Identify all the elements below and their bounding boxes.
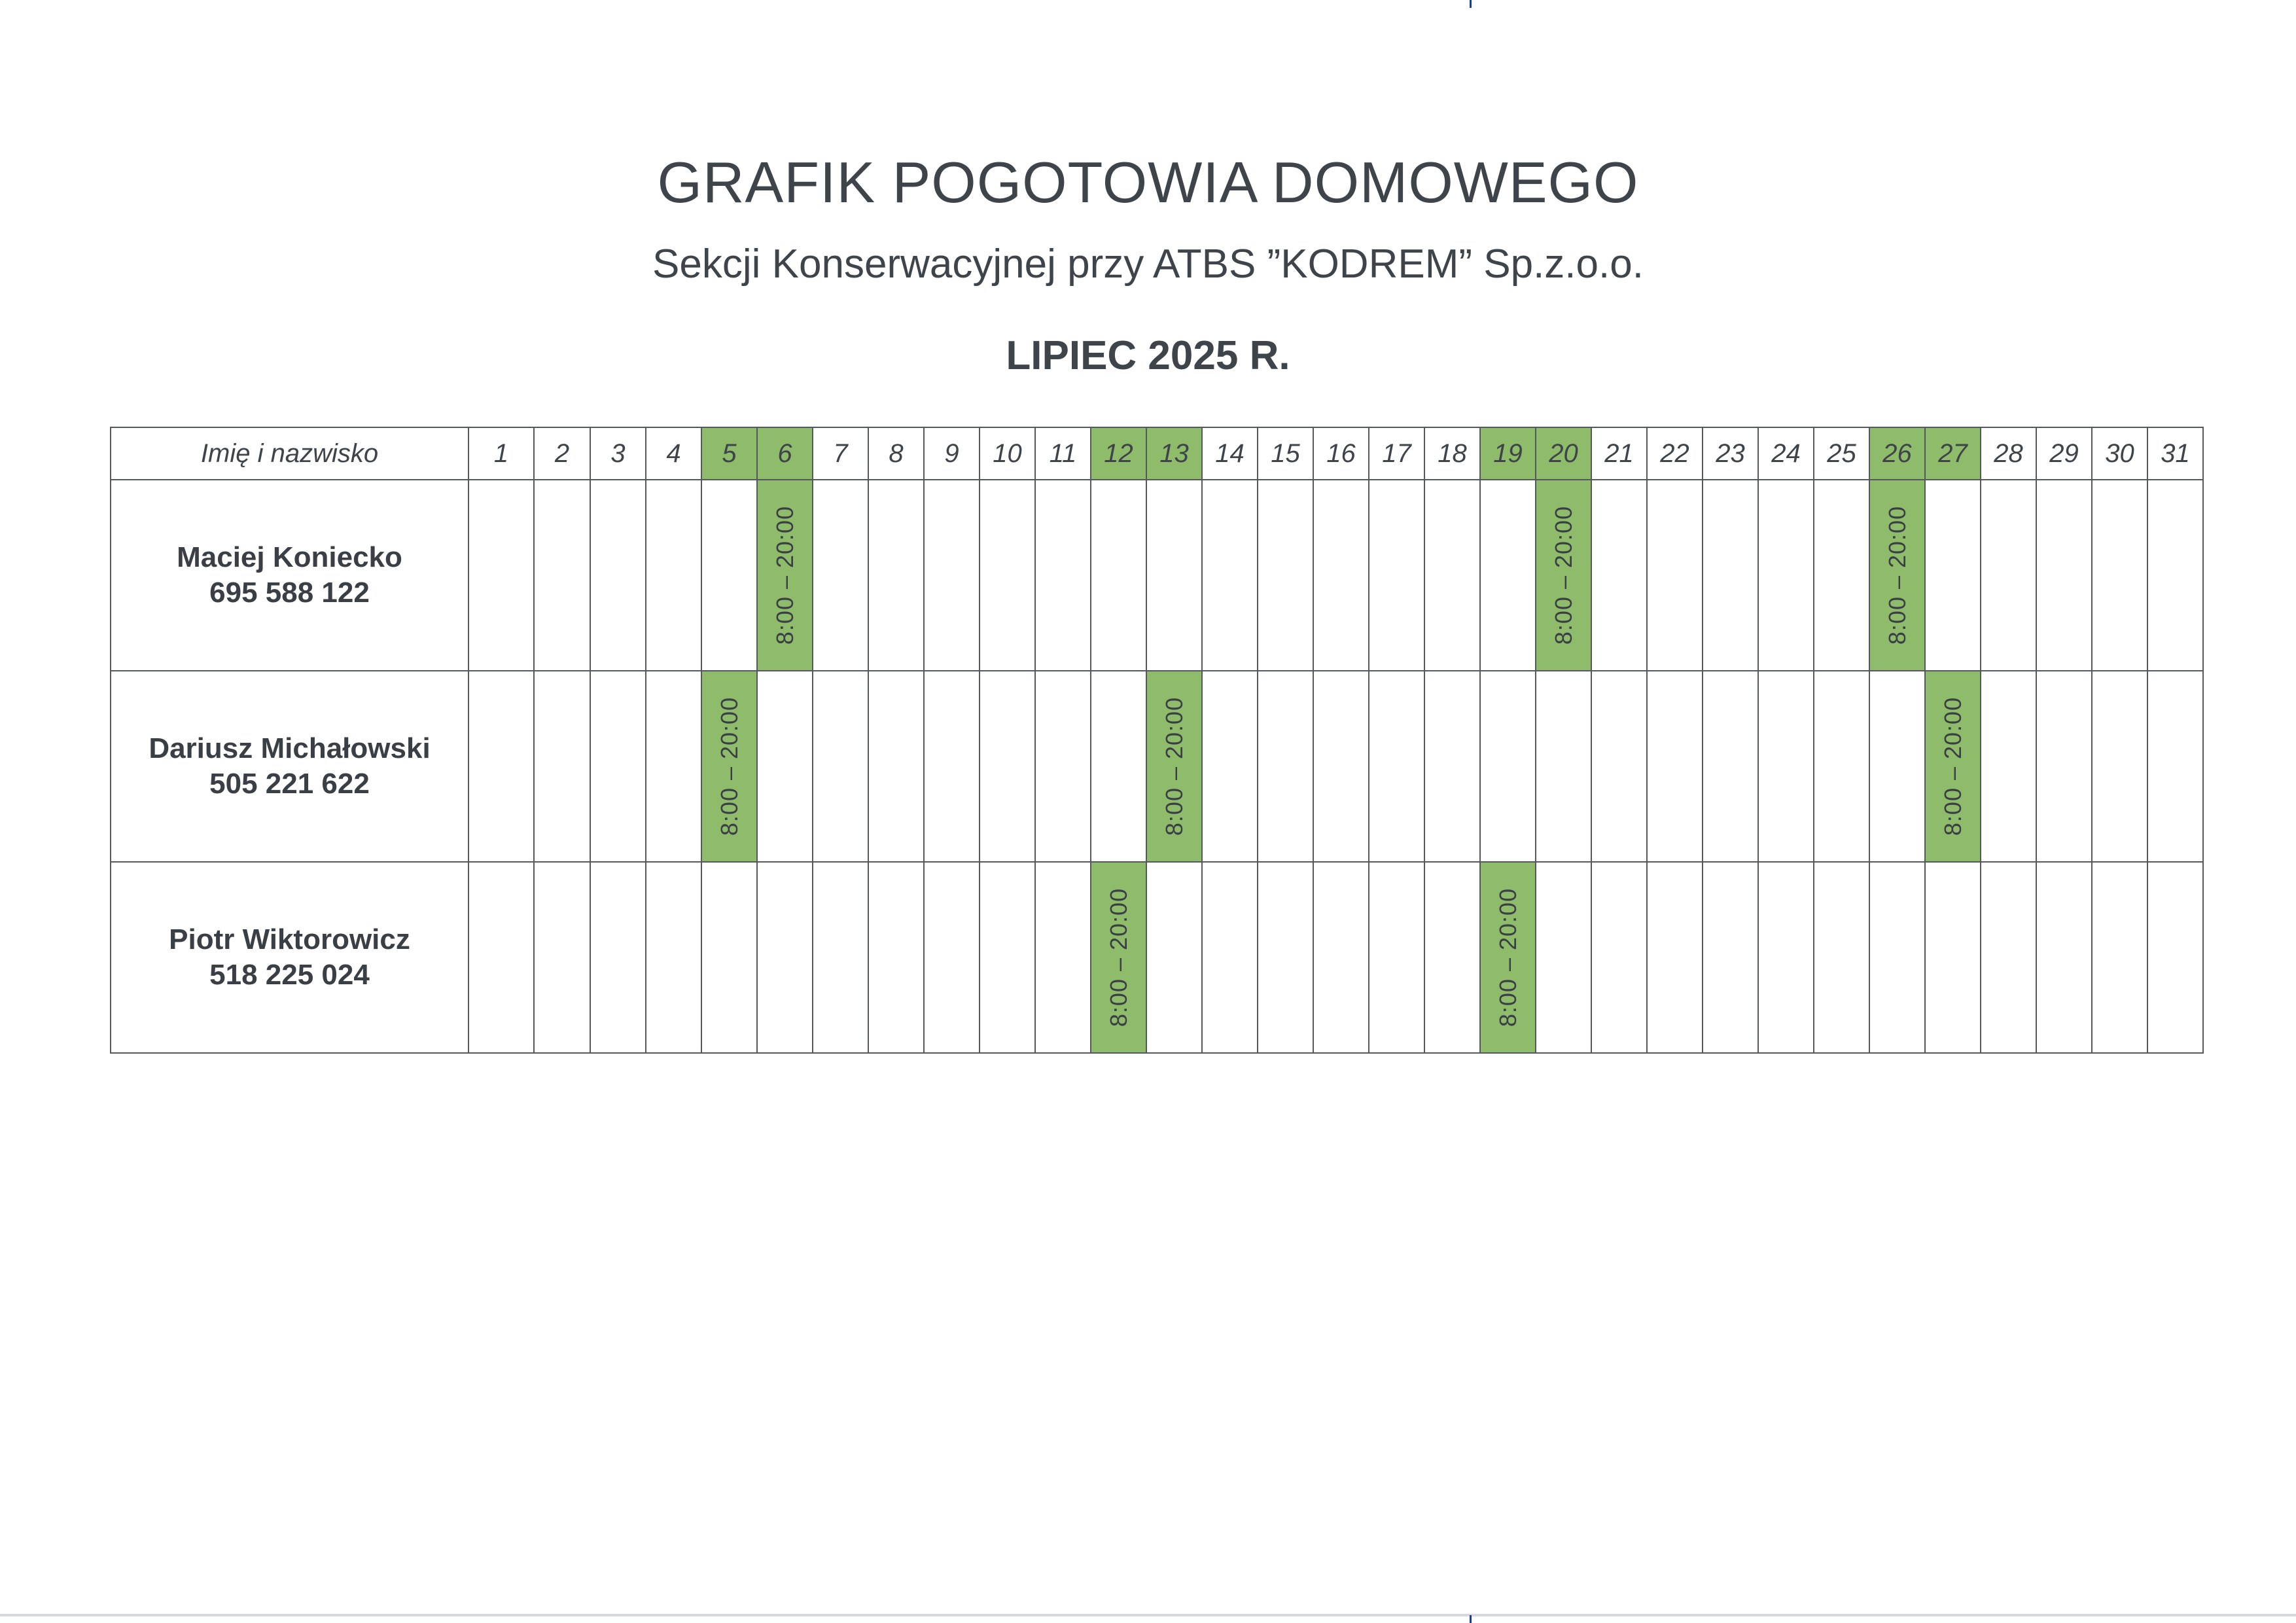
day-cell — [1981, 862, 2036, 1053]
duty-cell — [1925, 671, 1981, 862]
day-cell — [980, 480, 1035, 671]
day-cell — [1758, 671, 1814, 862]
day-header-15: 15 — [1258, 427, 1313, 480]
day-header-18: 18 — [1424, 427, 1480, 480]
day-cell — [1758, 480, 1814, 671]
day-header-10: 10 — [980, 427, 1035, 480]
employee-phone: 695 588 122 — [209, 577, 370, 609]
duty-hours: 8:00 – 20:00 — [1883, 505, 1911, 645]
day-cell — [1091, 480, 1146, 671]
duty-cell — [757, 480, 813, 671]
day-cell — [590, 862, 646, 1053]
day-cell — [468, 480, 534, 671]
day-header-6: 6 — [757, 427, 813, 480]
day-cell — [1480, 480, 1536, 671]
page-subtitle: Sekcji Konserwacyjnej przy ATBS ”KODREM” Sp.z.o.o. — [652, 241, 1644, 287]
day-header-2: 2 — [534, 427, 590, 480]
day-cell — [1647, 862, 1703, 1053]
month-label: LIPIEC 2025 R. — [1006, 333, 1290, 378]
day-cell — [924, 862, 980, 1053]
day-header-14: 14 — [1202, 427, 1258, 480]
day-cell — [2036, 862, 2092, 1053]
day-cell — [2092, 862, 2147, 1053]
day-cell — [468, 671, 534, 862]
day-cell — [590, 671, 646, 862]
day-cell — [1313, 671, 1369, 862]
day-cell — [757, 671, 813, 862]
day-cell — [468, 862, 534, 1053]
day-cell — [1035, 671, 1091, 862]
day-header-3: 3 — [590, 427, 646, 480]
employee-name: Maciej Koniecko — [177, 541, 402, 573]
day-header-25: 25 — [1814, 427, 1869, 480]
day-cell — [1591, 671, 1647, 862]
duty-cell — [1869, 480, 1925, 671]
day-cell — [1703, 671, 1758, 862]
day-cell — [1424, 671, 1480, 862]
name-column-header: Imię i nazwisko — [111, 427, 468, 480]
day-cell — [1202, 671, 1258, 862]
duty-hours: 8:00 – 20:00 — [1494, 887, 1521, 1027]
day-cell — [813, 671, 868, 862]
day-cell — [1758, 862, 1814, 1053]
day-cell — [1869, 862, 1925, 1053]
duty-cell — [701, 671, 757, 862]
day-header-28: 28 — [1981, 427, 2036, 480]
day-cell — [1536, 862, 1591, 1053]
day-header-31: 31 — [2147, 427, 2203, 480]
day-cell — [534, 480, 590, 671]
day-cell — [1369, 480, 1424, 671]
day-cell — [1313, 480, 1369, 671]
day-header-11: 11 — [1035, 427, 1091, 480]
employee-name: Dariusz Michałowski — [149, 732, 431, 764]
day-cell — [868, 862, 924, 1053]
day-cell — [2147, 480, 2203, 671]
day-header-20: 20 — [1536, 427, 1591, 480]
day-cell — [534, 862, 590, 1053]
day-header-23: 23 — [1703, 427, 1758, 480]
day-cell — [980, 671, 1035, 862]
day-cell — [1536, 671, 1591, 862]
scan-edge-line — [0, 1614, 2296, 1616]
day-cell — [757, 862, 813, 1053]
day-cell — [980, 862, 1035, 1053]
day-cell — [1814, 671, 1869, 862]
day-cell — [2036, 480, 2092, 671]
employee-cell — [111, 862, 468, 1053]
day-cell — [2092, 671, 2147, 862]
day-cell — [646, 671, 701, 862]
day-header-27: 27 — [1925, 427, 1981, 480]
duty-hours: 8:00 – 20:00 — [1549, 505, 1577, 645]
day-cell — [1925, 480, 1981, 671]
day-cell — [1202, 480, 1258, 671]
day-header-1: 1 — [468, 427, 534, 480]
employee-cell — [111, 671, 468, 862]
day-cell — [1591, 862, 1647, 1053]
day-header-4: 4 — [646, 427, 701, 480]
day-cell — [1035, 480, 1091, 671]
day-cell — [590, 480, 646, 671]
day-cell — [1703, 480, 1758, 671]
day-cell — [1369, 862, 1424, 1053]
day-cell — [1146, 862, 1202, 1053]
day-cell — [701, 862, 757, 1053]
day-header-29: 29 — [2036, 427, 2092, 480]
table-row — [111, 480, 2203, 671]
day-cell — [1258, 862, 1313, 1053]
day-header-7: 7 — [813, 427, 868, 480]
duty-hours: 8:00 – 20:00 — [1160, 696, 1188, 836]
duty-cell — [1536, 480, 1591, 671]
day-cell — [1981, 480, 2036, 671]
day-cell — [1814, 862, 1869, 1053]
table-body — [111, 480, 2203, 1053]
duty-cell — [1146, 671, 1202, 862]
day-cell — [1647, 671, 1703, 862]
day-cell — [1258, 671, 1313, 862]
day-cell — [1424, 862, 1480, 1053]
day-cell — [1202, 862, 1258, 1053]
duty-cell — [1091, 862, 1146, 1053]
day-cell — [1313, 862, 1369, 1053]
day-cell — [1981, 671, 2036, 862]
day-header-22: 22 — [1647, 427, 1703, 480]
scan-mark — [1470, 0, 1472, 8]
day-header-13: 13 — [1146, 427, 1202, 480]
day-header-16: 16 — [1313, 427, 1369, 480]
duty-schedule-table — [110, 427, 2204, 1054]
duty-hours: 8:00 – 20:00 — [1104, 887, 1132, 1027]
table-row — [111, 671, 2203, 862]
employee-cell — [111, 480, 468, 671]
table-header-row — [111, 427, 2203, 480]
scan-mark — [1470, 1615, 1472, 1623]
day-cell — [2147, 862, 2203, 1053]
day-header-8: 8 — [868, 427, 924, 480]
day-header-30: 30 — [2092, 427, 2147, 480]
day-header-24: 24 — [1758, 427, 1814, 480]
employee-phone: 505 221 622 — [209, 768, 370, 800]
day-cell — [1146, 480, 1202, 671]
duty-hours: 8:00 – 20:00 — [715, 696, 743, 836]
day-cell — [2147, 671, 2203, 862]
day-cell — [646, 480, 701, 671]
day-cell — [924, 671, 980, 862]
day-cell — [1258, 480, 1313, 671]
day-header-26: 26 — [1869, 427, 1925, 480]
day-header-12: 12 — [1091, 427, 1146, 480]
day-cell — [1814, 480, 1869, 671]
day-header-17: 17 — [1369, 427, 1424, 480]
day-cell — [868, 671, 924, 862]
table-row — [111, 862, 2203, 1053]
day-cell — [1091, 671, 1146, 862]
employee-phone: 518 225 024 — [209, 959, 370, 991]
page-title: GRAFIK POGOTOWIA DOMOWEGO — [657, 150, 1639, 215]
day-header-19: 19 — [1480, 427, 1536, 480]
day-cell — [1480, 671, 1536, 862]
day-cell — [534, 671, 590, 862]
day-cell — [1424, 480, 1480, 671]
duty-hours: 8:00 – 20:00 — [1939, 696, 1966, 836]
day-cell — [2036, 671, 2092, 862]
duty-cell — [1480, 862, 1536, 1053]
day-cell — [1647, 480, 1703, 671]
employee-name: Piotr Wiktorowicz — [169, 923, 410, 955]
day-cell — [868, 480, 924, 671]
day-cell — [2092, 480, 2147, 671]
day-cell — [1369, 671, 1424, 862]
day-cell — [1591, 480, 1647, 671]
day-cell — [924, 480, 980, 671]
day-cell — [1925, 862, 1981, 1053]
day-cell — [813, 862, 868, 1053]
day-cell — [1869, 671, 1925, 862]
day-header-5: 5 — [701, 427, 757, 480]
day-cell — [1035, 862, 1091, 1053]
day-header-21: 21 — [1591, 427, 1647, 480]
day-header-9: 9 — [924, 427, 980, 480]
duty-hours: 8:00 – 20:00 — [771, 505, 798, 645]
day-cell — [813, 480, 868, 671]
day-cell — [646, 862, 701, 1053]
day-cell — [1703, 862, 1758, 1053]
day-cell — [701, 480, 757, 671]
